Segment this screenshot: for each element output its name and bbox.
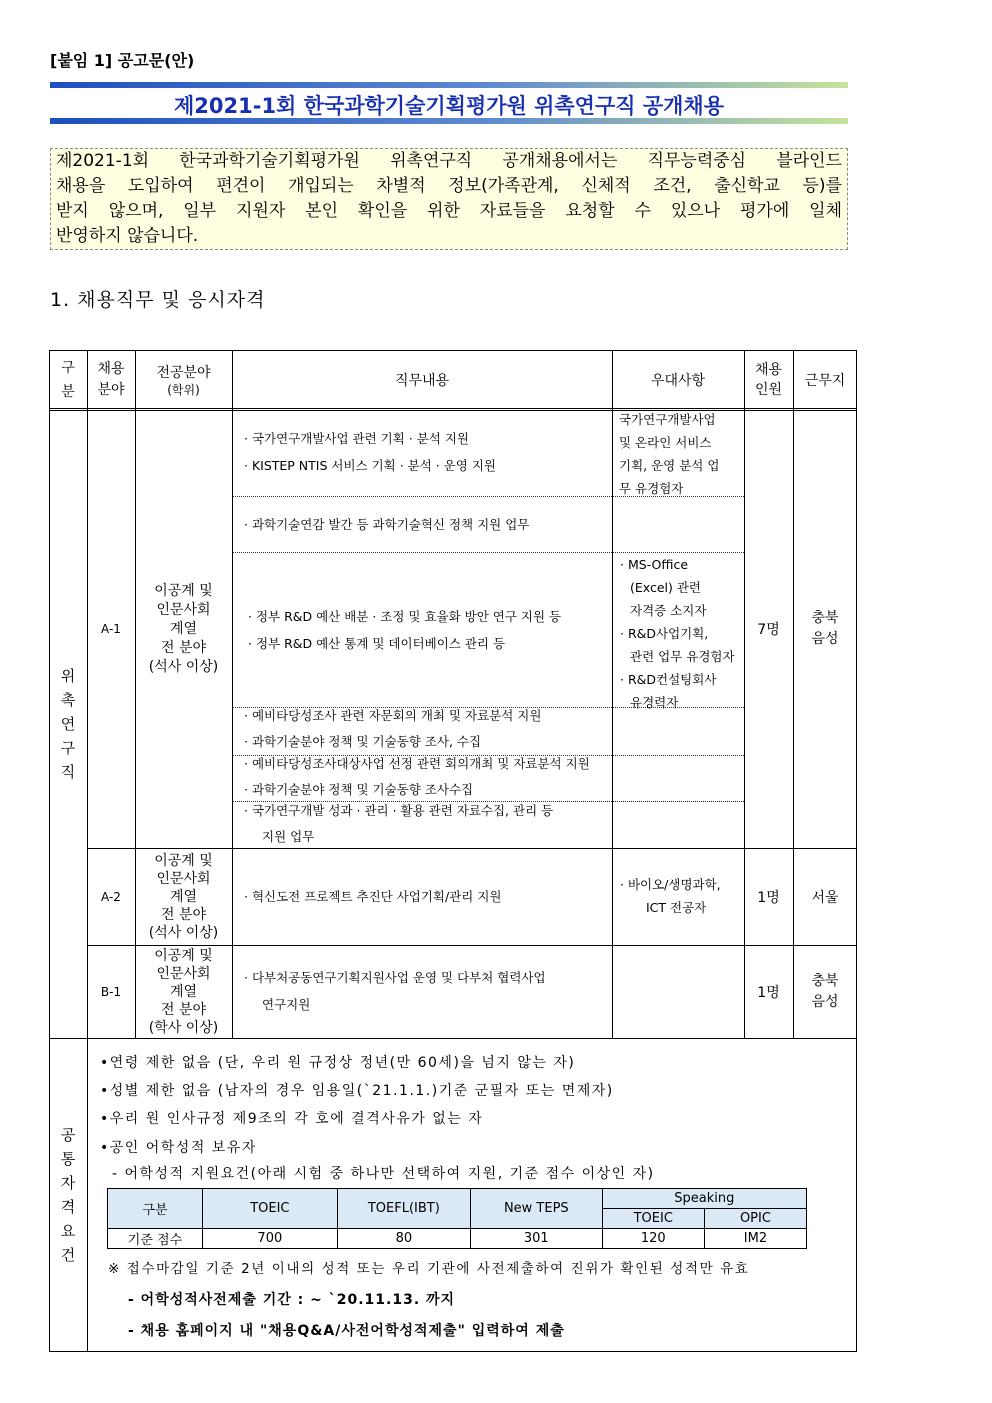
header-preference: 우대사항 (650, 373, 706, 389)
requirement-gender: •성별 제한 없음 (남자의 경우 임용일(`21.1.1.)기준 군필자 또는 면제자) (100, 1083, 614, 1099)
validity-note: ※ 접수마감일 기준 2년 이내의 성적 또는 우리 기관에 사전제출하여 진위가 확인된 성적만 유효 (108, 1261, 750, 1277)
pref-line: 무 유경험자 (619, 481, 684, 496)
pref-line: 기획, 운영 분석 업 (619, 458, 720, 473)
notice-line: 채용을 도입하여 편견이 개입되는 차별적 정보(가족관계, 신체적 조건, 출신학교 등)를 (56, 176, 842, 196)
lang-score-speaking-toeic: 120 (602, 1229, 704, 1249)
lang-header-opic: OPIC (704, 1209, 806, 1229)
field-a1: A-1 (101, 622, 121, 636)
submission-period: - 어학성적사전제출 기간 : ~ `20.11.13. 까지 (128, 1292, 456, 1308)
major-line: 전 분야 (160, 1002, 207, 1018)
task-line: · 국가연구개발 성과 · 관리 · 활용 관련 자료수집, 관리 등 (244, 803, 554, 818)
count-b1: 1명 (757, 985, 780, 1001)
pref-line: · MS-Office (620, 557, 689, 572)
task-b1 (244, 964, 546, 1018)
task-line: · 혁신도전 프로젝트 추진단 사업기획/관리 지원 (244, 889, 502, 904)
header-major: 전공분야 (156, 365, 211, 381)
header-category: 구분 (61, 360, 75, 400)
task-a1-2 (244, 511, 529, 538)
major-line: 계열 (169, 984, 198, 1000)
location-a1: 음성 (811, 631, 839, 647)
notice-line: 받지 않으며, 일부 지원자 본인 확인을 위한 자료들을 요청할 수 있으나 평가에 일체 (56, 201, 842, 221)
major-line: 인문사회 (156, 966, 211, 982)
category-label: 위촉연구직 (60, 667, 76, 781)
pref-line: ICT 전공자 (646, 900, 707, 915)
task-a1-4 (244, 703, 541, 755)
pref-line: (Excel) 관련 (630, 580, 701, 595)
pref-line: 관련 업무 유경험자 (630, 649, 735, 664)
pref-line: · R&D사업기획, (620, 626, 709, 641)
section-heading: 1. 채용직무 및 응시자격 (50, 289, 266, 311)
pref-line: 국가연구개발사업 (619, 412, 716, 427)
location-b1: 충북 (811, 973, 839, 989)
location-a2: 서울 (811, 890, 839, 906)
task-line: · 정부 R&D 예산 배분 · 조정 및 효율화 방안 연구 지원 등 (248, 609, 562, 624)
lang-header-teps: New TEPS (470, 1189, 602, 1229)
field-a2: A-2 (101, 890, 121, 904)
count-a2: 1명 (757, 890, 780, 906)
major-line: (석사 이상) (148, 925, 219, 941)
lang-score-opic: IM2 (704, 1229, 806, 1249)
location-a1: 충북 (811, 610, 839, 626)
pref-line: · 바이오/생명과학, (620, 877, 721, 892)
requirement-age: •연령 제한 없음 (단, 우리 원 규정상 정년(만 60세)을 넘지 않는 자) (100, 1055, 576, 1071)
major-line: (석사 이상) (148, 658, 219, 675)
header-duties: 직무내용 (394, 373, 450, 389)
task-line: 연구지원 (262, 997, 311, 1012)
task-a1-6 (244, 798, 553, 850)
task-a1-5 (244, 751, 590, 803)
count-a1: 7명 (757, 622, 780, 638)
requirement-disqualification: •우리 원 인사규정 제9조의 각 호에 결격사유가 없는 자 (100, 1111, 484, 1127)
lang-header-speaking: Speaking (602, 1189, 806, 1209)
location-b1: 음성 (811, 994, 839, 1010)
requirement-language-detail: - 어학성적 지원요건(아래 시험 중 하나만 선택하여 지원, 기준 점수 이상인 자) (112, 1166, 655, 1182)
notice-line: 제2021-1회 한국과학기술기획평가원 위촉연구직 공개채용에서는 직무능력중심 블라인드 (56, 151, 842, 171)
task-a2 (244, 883, 501, 910)
major-line: 이공계 및 (154, 948, 213, 964)
common-requirements-label: 공통자격요건 (60, 1126, 76, 1264)
lang-header-speaking-toeic: TOEIC (602, 1209, 704, 1229)
lang-header-toeic: TOEIC (202, 1189, 337, 1229)
major-line: (학사 이상) (148, 1020, 219, 1036)
major-line: 인문사회 (156, 871, 211, 887)
pref-line: 및 온라인 서비스 (619, 435, 712, 450)
field-b1: B-1 (100, 985, 122, 999)
lang-header-toefl: TOEFL(IBT) (337, 1189, 470, 1229)
pref-line: 유경력자 (630, 695, 679, 710)
lang-header-category: 구분 (108, 1189, 203, 1229)
lang-score-toeic: 700 (202, 1229, 337, 1249)
requirement-language: •공인 어학성적 보유자 (100, 1140, 257, 1156)
task-line: · 예비타당성조사 관련 자문회의 개최 및 자료분석 지원 (244, 708, 542, 723)
notice-line: 반영하지 않습니다. (56, 226, 199, 246)
pref-a2 (620, 873, 744, 919)
title-bar-bottom (50, 118, 848, 124)
task-line: · KISTEP NTIS 서비스 기획 · 분석 · 운영 지원 (244, 458, 497, 473)
major-line: 전 분야 (160, 639, 207, 656)
title-bar-top (50, 82, 848, 88)
task-line: · 다부처공동연구기획지원사업 운영 및 다부처 협력사업 (244, 970, 546, 985)
major-line: 전 분야 (160, 907, 207, 923)
blind-recruitment-notice (50, 148, 848, 250)
major-line: 이공계 및 (154, 853, 213, 869)
header-field: 채용분야 (97, 361, 125, 398)
task-line: · 예비타당성조사대상사업 선정 관련 회의개최 및 자료분석 지원 (244, 756, 590, 771)
lang-score-toefl: 80 (337, 1229, 470, 1249)
major-line: 이공계 및 (154, 582, 213, 599)
task-line: · 과학기술연감 발간 등 과학기술혁신 정책 지원 업무 (244, 517, 530, 532)
attachment-label: [붙임 1] 공고문(안) (50, 51, 195, 70)
header-location: 근무지 (804, 373, 846, 389)
major-line: 계열 (169, 620, 198, 637)
header-count: 채용인원 (754, 362, 783, 398)
pref-line: 자격증 소지자 (630, 603, 707, 618)
lang-row-label: 기준 점수 (108, 1229, 203, 1249)
header-major-sub: (학위) (167, 383, 200, 397)
submission-method: - 채용 홈페이지 내 "채용Q&A/사전어학성적제출" 입력하여 제출 (128, 1323, 565, 1339)
lang-score-teps: 301 (470, 1229, 602, 1249)
major-line: 인문사회 (156, 601, 211, 618)
pref-line: · R&D컨설팅회사 (620, 672, 717, 687)
task-line: · 국가연구개발사업 관련 기획 · 분석 지원 (244, 431, 469, 446)
task-line: · 정부 R&D 예산 통계 및 데이터베이스 관리 등 (248, 636, 506, 651)
pref-a1-1 (619, 408, 743, 500)
pref-a1-3 (620, 553, 744, 714)
task-line: · 과학기술분야 정책 및 기술동향 조사수집 (244, 782, 474, 797)
task-a1-1 (244, 425, 496, 479)
page-title: 제2021-1회 한국과학기술기획평가원 위촉연구직 공개채용 (174, 94, 724, 118)
task-a1-3 (248, 603, 561, 657)
language-score-table (107, 1188, 807, 1249)
task-line: 지원 업무 (262, 829, 315, 844)
task-line: · 과학기술분야 정책 및 기술동향 조사, 수집 (244, 734, 482, 749)
major-line: 계열 (169, 889, 198, 905)
